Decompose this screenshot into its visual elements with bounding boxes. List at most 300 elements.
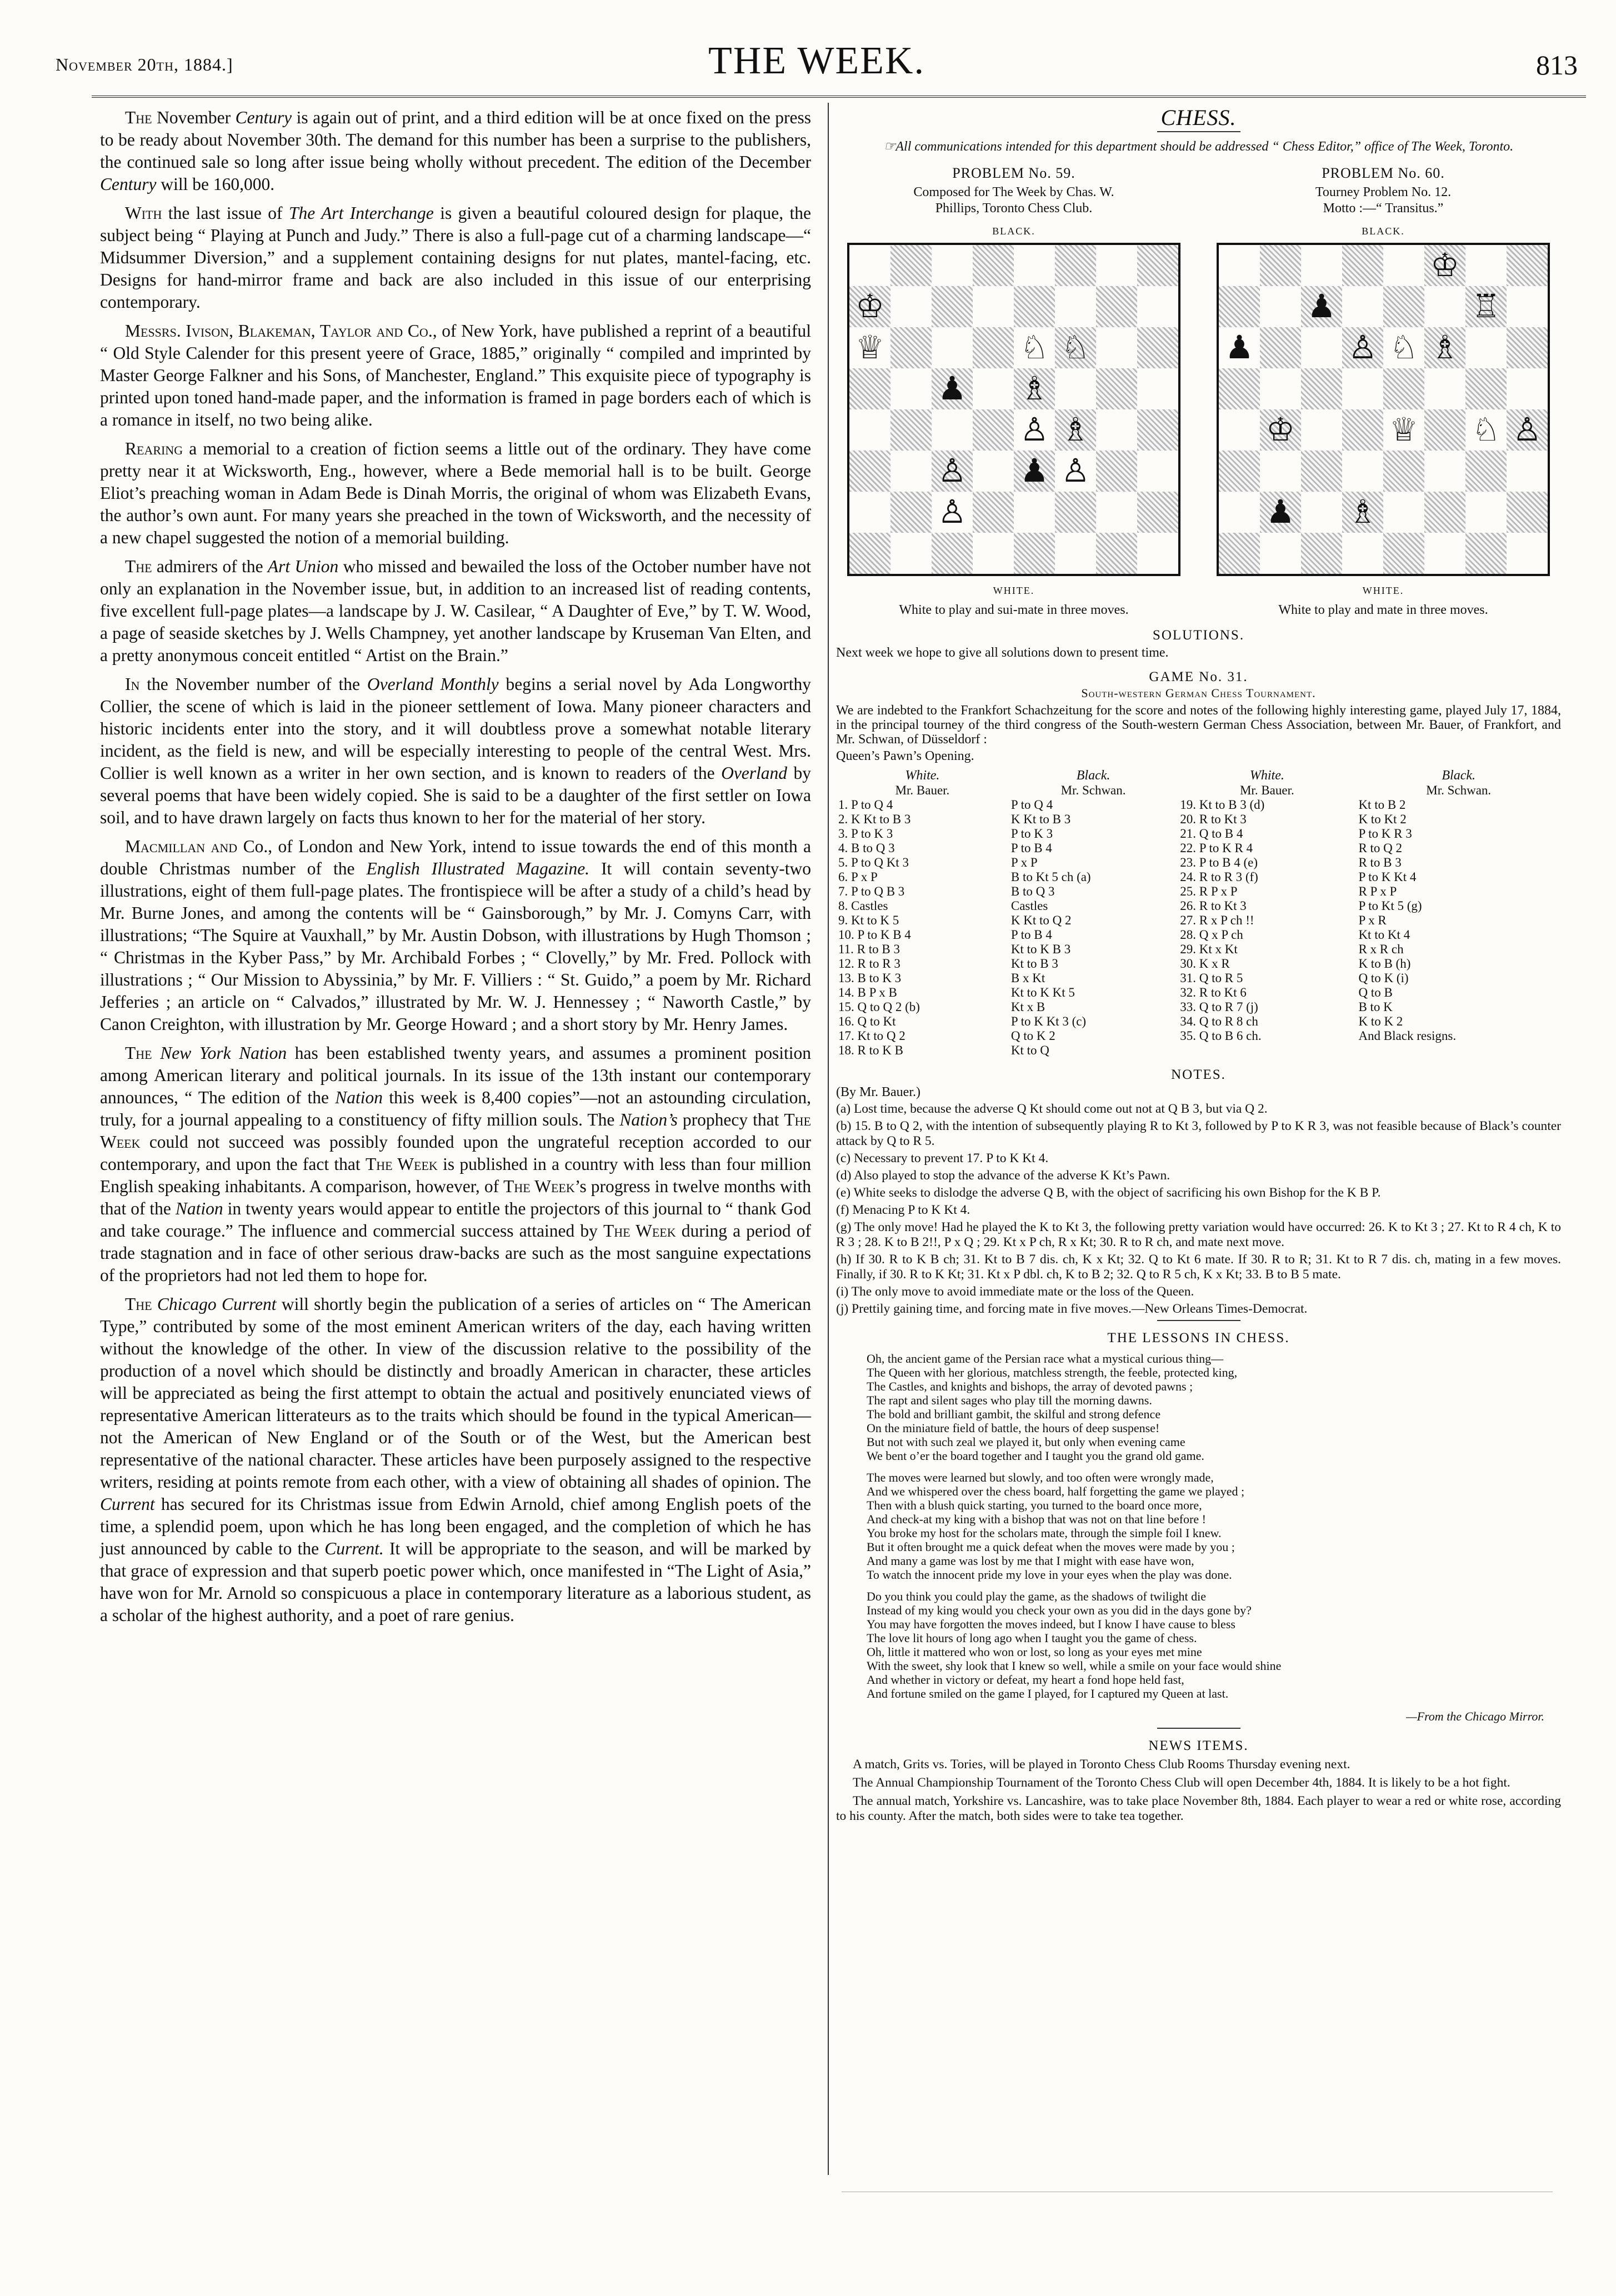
- board-square: [890, 245, 932, 286]
- move-cell: Kt to Kt 4: [1358, 928, 1410, 942]
- board-square: [1137, 409, 1178, 451]
- problem-59: [836, 165, 1192, 618]
- board-square: [1096, 533, 1137, 574]
- text-run: The Week: [503, 1177, 575, 1196]
- black-pawn-icon: ♟: [1266, 494, 1295, 530]
- page-number: 813: [1536, 49, 1578, 81]
- text-run: Nation: [335, 1088, 383, 1107]
- text-run: Nation’s: [619, 1110, 678, 1129]
- board-square: [1014, 286, 1055, 327]
- board-square: [1260, 451, 1301, 492]
- move-cell: B to Kt 5 ch (a): [1010, 870, 1091, 884]
- board-square: [1342, 492, 1383, 533]
- text-run: could not succeed was possibly founded upon the ungrateful reception accorded to our contemporary, and upon the fact that: [100, 1132, 811, 1174]
- poem-line: And check-at my king with a bishop that was not on that line before !: [867, 1512, 1206, 1526]
- white-pawn-icon: ♙: [1348, 329, 1377, 366]
- board-square: [1465, 368, 1507, 409]
- white-pawn-icon: ♙: [1513, 412, 1542, 448]
- board-square: [849, 327, 890, 368]
- white-pawn-icon: ♙: [938, 453, 967, 489]
- move-cell: 21. Q to B 4: [1180, 827, 1243, 841]
- paragraph: [100, 107, 811, 196]
- board-square: [1014, 492, 1055, 533]
- move-row: [836, 971, 1561, 986]
- board-square: [1014, 451, 1055, 492]
- text-run: Rearing: [125, 439, 183, 458]
- white-bishop-icon: ♗: [1020, 371, 1049, 407]
- note-item: (d) Also played to stop the advance of the adverse K Kt’s Pawn.: [836, 1168, 1170, 1183]
- board-square: [932, 286, 973, 327]
- board-square: [1260, 368, 1301, 409]
- board-square: [1096, 286, 1137, 327]
- solutions-title: SOLUTIONS.: [1152, 628, 1245, 643]
- move-cell: 19. Kt to B 3 (d): [1180, 798, 1265, 812]
- board-square: [1260, 409, 1301, 451]
- board-square: [890, 492, 932, 533]
- black-label: BLACK.: [1362, 226, 1405, 237]
- board-square: [1219, 533, 1260, 574]
- board-square: [1096, 409, 1137, 451]
- board-square: [1260, 492, 1301, 533]
- white-knight-icon: ♘: [1472, 412, 1500, 448]
- poem-line: With the sweet, shy look that I knew so well, while a smile on your face would shine: [867, 1659, 1282, 1673]
- move-cell: 18. R to K B: [838, 1043, 903, 1057]
- move-cell: K to B (h): [1358, 957, 1411, 971]
- note-item: (j) Prettily gaining time, and forcing mate in five moves.—New Orleans Times-Democrat.: [836, 1302, 1308, 1316]
- problem-credit: Tourney Problem No. 12.: [1315, 185, 1452, 199]
- text-run: The Art Interchange: [288, 203, 434, 223]
- move-cell: K Kt to Q 2: [1010, 913, 1072, 927]
- board-square: [1507, 409, 1548, 451]
- board-square: [1342, 409, 1383, 451]
- move-cell: 5. P to Q Kt 3: [838, 856, 909, 869]
- white-pawn-icon: ♙: [1061, 453, 1090, 489]
- board-square: [1137, 245, 1178, 286]
- page-header: [56, 39, 1578, 89]
- move-cell: Q to B: [1358, 986, 1393, 999]
- board-square: [1137, 451, 1178, 492]
- move-cell: 31. Q to R 5: [1180, 971, 1243, 985]
- move-row: [836, 827, 1561, 841]
- move-cell: 32. R to Kt 6: [1180, 986, 1247, 999]
- paragraph: [100, 673, 811, 829]
- move-row: [836, 913, 1561, 928]
- move-cell: B to Q 3: [1010, 884, 1055, 898]
- board-square: [890, 286, 932, 327]
- board-square: [1219, 451, 1260, 492]
- poem-stanza: [867, 1352, 1561, 1463]
- lessons-title: THE LESSONS IN CHESS.: [1107, 1330, 1290, 1345]
- text-run: Art Union: [267, 557, 339, 576]
- board-square: [1219, 409, 1260, 451]
- notes-author: (By Mr. Bauer.): [836, 1085, 920, 1099]
- move-cell: 17. Kt to Q 2: [838, 1029, 905, 1043]
- move-cell: 22. P to K R 4: [1180, 841, 1253, 855]
- text-run: Nation: [175, 1199, 223, 1218]
- problem-heading: PROBLEM No. 59.: [952, 165, 1075, 181]
- move-cell: P to K R 3: [1358, 827, 1412, 841]
- board-square: [1055, 533, 1096, 574]
- board-square: [1219, 286, 1260, 327]
- white-rook-icon: ♖: [1472, 288, 1500, 324]
- board-square: [973, 451, 1014, 492]
- board-square: [1465, 245, 1507, 286]
- black-pawn-icon: ♟: [1307, 288, 1336, 324]
- poem-line: But not with such zeal we played it, but only when evening came: [867, 1435, 1185, 1449]
- board-square: [849, 286, 890, 327]
- board-square: [1301, 245, 1342, 286]
- text-run: begins a serial novel by Ada Longworthy Collier, the scene of which is laid in the pioneer settlement of Iowa. Many pioneer characters and historic incidents enter into the story, and it will doubtless prove a somewhat notable literary incident, as the field is new, and will be especially interesting to people of the central West. Mrs. Collier is well known as a writer in her own section, and is known to readers of the: [100, 674, 811, 783]
- move-cell: K to Kt 2: [1358, 812, 1407, 826]
- paragraph: [100, 836, 811, 1036]
- board-square: [1424, 245, 1465, 286]
- board-square: [1096, 492, 1137, 533]
- board-square: [973, 327, 1014, 368]
- move-cell: P to Kt 5 (g): [1358, 899, 1422, 913]
- paragraph: [100, 556, 811, 667]
- board-square: [1424, 327, 1465, 368]
- board-square: [1096, 368, 1137, 409]
- poem: [867, 1352, 1561, 1700]
- white-king-icon: ♔: [1430, 247, 1459, 283]
- problem-motto: Motto :—“ Transitus.”: [1323, 201, 1444, 216]
- poem-line: The Queen with her glorious, matchless strength, the feeble, protected king,: [867, 1365, 1238, 1379]
- journal-title: THE WEEK.: [708, 39, 925, 82]
- move-cell: 20. R to Kt 3: [1180, 812, 1247, 826]
- white-pawn-icon: ♙: [938, 494, 967, 530]
- move-cell: P to K 3: [1010, 827, 1053, 841]
- move-cell: 13. B to K 3: [838, 971, 902, 985]
- board-square: [1465, 327, 1507, 368]
- move-cell: P to K Kt 3 (c): [1010, 1014, 1087, 1028]
- board-square: [973, 286, 1014, 327]
- board-square: [1055, 451, 1096, 492]
- black-label: BLACK.: [992, 226, 1035, 237]
- move-cell: P x R: [1358, 913, 1387, 927]
- board-square: [1507, 492, 1548, 533]
- board-square: [1465, 409, 1507, 451]
- board-square: [1342, 327, 1383, 368]
- white-bishop-icon: ♗: [1348, 494, 1377, 530]
- board-square: [1260, 327, 1301, 368]
- text-run: The: [125, 108, 152, 127]
- divider: [1157, 1728, 1240, 1729]
- move-cell: 4. B to Q 3: [838, 841, 895, 855]
- poem-line: And many a game was lost by me that I might with ease have won,: [867, 1554, 1194, 1568]
- black-pawn-icon: ♟: [1225, 329, 1254, 366]
- news-item: The Annual Championship Tournament of the Toronto Chess Club will open December 4th, 1884. It is likely to be a hot fight.: [853, 1775, 1510, 1790]
- move-row: [836, 812, 1561, 827]
- text-run: The: [125, 557, 152, 576]
- poem-line: The rapt and silent sages who play till the morning dawns.: [867, 1393, 1152, 1407]
- board-square: [1507, 533, 1548, 574]
- text-run: of New York, have published a reprint of a beautiful “ Old Style Calender for this present yeere of Grace, 1885,” originally “ compiled and imprinted by Master George Falkner and his Sons, of Manchester, England.” This exquisite piece of typography is printed upon toned hand-made paper, and the information is framed in page borders each of which is a romance in itself, no two being alike.: [100, 321, 811, 429]
- board-square: [890, 368, 932, 409]
- paragraph: [100, 1042, 811, 1287]
- white-knight-icon: ♘: [1389, 329, 1418, 366]
- divider: [1157, 131, 1240, 132]
- poem-line: You broke my host for the scholars mate, through the simple foil I knew.: [867, 1526, 1222, 1540]
- text-run: by several poems that have been widely copied. She is said to be a daughter of the first settler on Iowa soil, and to have drawn largely on facts thus known to her for the material of her story.: [100, 763, 811, 827]
- board-square: [1096, 245, 1137, 286]
- problem-caption: White to play and sui-mate in three moves.: [899, 603, 1129, 617]
- move-cell: Castles: [1010, 899, 1048, 913]
- board-square: [1055, 245, 1096, 286]
- move-row: [836, 841, 1561, 856]
- board-square: [1507, 286, 1548, 327]
- player-black: Mr. Schwan.: [1426, 783, 1492, 797]
- board-square: [1014, 409, 1055, 451]
- text-run: the last issue of: [162, 203, 289, 223]
- move-cell: 1. P to Q 4: [838, 798, 893, 812]
- board-square: [1055, 492, 1096, 533]
- board-square: [1342, 451, 1383, 492]
- white-king-icon: ♔: [1266, 412, 1295, 448]
- literary-notes-column: [100, 107, 811, 1633]
- board-square: [849, 409, 890, 451]
- move-cell: 12. R to R 3: [838, 957, 900, 971]
- board-square: [1014, 245, 1055, 286]
- issue-date: November 20th, 1884.]: [56, 54, 233, 74]
- board-square: [1219, 245, 1260, 286]
- board-square: [1424, 451, 1465, 492]
- move-cell: 9. Kt to K 5: [838, 913, 899, 927]
- text-run: November: [152, 108, 236, 127]
- move-row: [836, 856, 1561, 870]
- poem-line: Oh, the ancient game of the Persian race what a mystical curious thing—: [867, 1352, 1224, 1365]
- text-run: It will be appropriate to the season, and will be marked by that grace of expression and that superb poetic power which, once manifested in “The Light of Asia,” have won for Mr. Arnold so conspicuous a place in contemporary literature as a laborious student, as a scholar of the highest authority, and a poet of rare genius.: [100, 1539, 811, 1625]
- move-cell: P to Q 4: [1010, 798, 1053, 812]
- move-cell: 33. Q to R 7 (j): [1180, 1000, 1258, 1014]
- move-row: [836, 957, 1561, 971]
- board-square: [1260, 286, 1301, 327]
- news-item: A match, Grits vs. Tories, will be played in Toronto Chess Club Rooms Thursday evening next.: [853, 1757, 1350, 1772]
- move-cell: Kt x B: [1010, 1000, 1045, 1014]
- board-square: [1383, 286, 1424, 327]
- game-intro: We are indebted to the Frankfort Schachzeitung for the score and notes of the following highly interesting game, played July 17, 1884, in the principal tourney of the third congress of the South-western German Chess Association, between Mr. Bauer, of Frankfort, and Mr. Schwan, of Düsseldorf :: [836, 703, 1561, 747]
- board-square: [849, 245, 890, 286]
- column-divider: [828, 103, 829, 2175]
- board-square: [1342, 245, 1383, 286]
- poem-line: Oh, little it mattered who won or lost, so long as your eyes met mine: [867, 1645, 1202, 1659]
- move-cell: Q to K (i): [1358, 971, 1409, 985]
- white-bishop-icon: ♗: [1430, 329, 1459, 366]
- poem-stanza: [867, 1589, 1561, 1700]
- move-cell: Kt to B 2: [1358, 798, 1406, 812]
- text-run: In: [125, 674, 140, 694]
- move-cell: 24. R to R 3 (f): [1180, 870, 1258, 884]
- text-run: The Week: [603, 1221, 676, 1240]
- text-run: The: [125, 1294, 152, 1314]
- move-cell: 7. P to Q B 3: [838, 884, 905, 898]
- board-square: [1096, 327, 1137, 368]
- poem-stanza: [867, 1470, 1561, 1582]
- board-square: [1342, 286, 1383, 327]
- move-cell: Kt to Q: [1010, 1043, 1049, 1057]
- move-cell: 8. Castles: [838, 899, 888, 913]
- board-square: [1055, 286, 1096, 327]
- board-square: [1137, 286, 1178, 327]
- move-cell: 10. P to K B 4: [838, 928, 911, 942]
- board-square: [1055, 327, 1096, 368]
- opening-name: Queen’s Pawn’s Opening.: [836, 749, 974, 763]
- poem-line: Then with a blush quick starting, you turned to the board once more,: [867, 1498, 1202, 1512]
- board-square: [1301, 409, 1342, 451]
- move-cell: R to B 3: [1358, 856, 1402, 869]
- poem-line: We bent o’er the board together and I taught you the grand old game.: [867, 1449, 1204, 1463]
- board-square: [932, 533, 973, 574]
- move-cell: 26. R to Kt 3: [1180, 899, 1247, 913]
- text-run: Overland: [721, 763, 788, 783]
- paragraph: [100, 202, 811, 313]
- problems-row: [836, 165, 1561, 618]
- text-run: [152, 1043, 161, 1063]
- poem-line: You may have forgotten the moves indeed, but I know I have cause to bless: [867, 1617, 1235, 1631]
- board-square: [1219, 368, 1260, 409]
- board-square: [1301, 368, 1342, 409]
- move-cell: 14. B P x B: [838, 986, 897, 999]
- text-run: prophecy that: [677, 1110, 784, 1129]
- move-cell: And Black resigns.: [1358, 1029, 1457, 1043]
- text-run: The: [125, 1043, 152, 1063]
- notes-title: NOTES.: [1171, 1067, 1226, 1082]
- white-knight-icon: ♘: [1020, 329, 1049, 366]
- board-square: [1465, 286, 1507, 327]
- white-bishop-icon: ♗: [1061, 412, 1090, 448]
- board-square: [973, 533, 1014, 574]
- text-run: New York Nation: [160, 1043, 287, 1063]
- move-row: [836, 798, 1561, 812]
- board-square: [849, 533, 890, 574]
- col-black: Black.: [1076, 768, 1110, 783]
- poem-line: The love lit hours of long ago when I taught you the game of chess.: [867, 1631, 1197, 1645]
- board-square: [1014, 327, 1055, 368]
- move-cell: R P x P: [1358, 884, 1397, 898]
- chess-notice: ☞All communications intended for this department should be addressed “ Chess Editor,” office of The Week, Toronto.: [883, 139, 1514, 154]
- note-item: (i) The only move to avoid immediate mate or the loss of the Queen.: [836, 1284, 1194, 1299]
- board-square: [1219, 327, 1260, 368]
- moves-body: [836, 798, 1561, 1058]
- board-square: [1424, 409, 1465, 451]
- board-square: [890, 409, 932, 451]
- board-square: [1383, 245, 1424, 286]
- white-knight-icon: ♘: [1061, 329, 1090, 366]
- text-run: [152, 1294, 157, 1314]
- board-square: [973, 245, 1014, 286]
- board-square: [1096, 451, 1137, 492]
- board-square: [1507, 368, 1548, 409]
- text-run: the November number of the: [139, 674, 367, 694]
- board-square: [1137, 533, 1178, 574]
- text-run: It will contain seventy-two illustrations, eight of them full-page plates. The frontispiece will be after a study of a child’s head by Mr. Burne Jones, and among the contents will be “ Gainsborough,” by Mr. J. Comyns Carr, with illustrations; “The Squire at Vauxhall,” by Mr. Austin Dobson, with illustrations by Hugh Thomson ; “ Christmas in the Kyber Pass,” by Mr. Archibald Forbes ; “ Clovelly,” by Mr. Fred. Pollock with illustrations ; “ Our Mission to Abyssinia,” by Mr. F. Villiers : “ St. Guido,” a poem by Mr. Richard Jefferies ; an article on “ Calvados,” illustrated by Mr. W. J. Hennessey ; “ Naworth Castle,” by Canon Creighton, with illustration by Mr. George Howard ; and a short story by Mr. Henry James.: [100, 859, 811, 1034]
- notes-list: [836, 1102, 1561, 1317]
- board-square: [1055, 368, 1096, 409]
- move-cell: 23. P to B 4 (e): [1180, 856, 1258, 869]
- board-square: [973, 409, 1014, 451]
- board-square: [890, 451, 932, 492]
- board-square: [1383, 327, 1424, 368]
- move-cell: Kt to K Kt 5: [1010, 986, 1075, 999]
- note-item: (b) 15. B to Q 2, with the intention of subsequently playing R to Kt 3, followed by P to K R 3, was not feasible because of Black’s counter attack by Q to R 5.: [836, 1119, 1561, 1148]
- move-cell: 25. R P x P: [1180, 884, 1238, 898]
- black-pawn-icon: ♟: [1020, 453, 1049, 489]
- board-square: [1383, 368, 1424, 409]
- move-row: [836, 1000, 1561, 1014]
- move-cell: 29. Kt x Kt: [1180, 942, 1238, 956]
- move-cell: [1178, 1043, 1356, 1058]
- text-run: English Illustrated Magazine.: [366, 859, 590, 878]
- white-label: WHITE.: [993, 585, 1035, 596]
- note-item: (a) Lost time, because the adverse Q Kt should come out not at Q B 3, but via Q 2.: [836, 1102, 1268, 1116]
- text-run: The Week: [365, 1154, 438, 1174]
- text-run: The Week: [100, 1110, 811, 1152]
- move-cell: Kt to B 3: [1010, 957, 1058, 971]
- board-square: [890, 327, 932, 368]
- board-square: [1383, 451, 1424, 492]
- board-square: [1424, 492, 1465, 533]
- board-square: [849, 368, 890, 409]
- col-white: White.: [905, 768, 940, 783]
- text-run: who missed and bewailed the loss of the October number have not only an explanation in the November issue, but, in addition to an increased list of reading contents, five excellent full-page plates—a landscape by J. W. Casilear, “ A Daughter of Eve,” by T. W. Wood, a page of seaside sketches by J. Wells Champney, yet another landscape by Kruseman Van Elten, and a pretty anonymous conceit entitled “ Artist on the Brain.”: [100, 557, 811, 665]
- board-square: [973, 492, 1014, 533]
- board-square: [932, 327, 973, 368]
- board-square: [1137, 368, 1178, 409]
- move-cell: K Kt to B 3: [1010, 812, 1071, 826]
- paragraph: [100, 1293, 811, 1627]
- col-black: Black.: [1442, 768, 1476, 783]
- text-run: Overland Monthly: [367, 674, 499, 694]
- move-cell: P to K Kt 4: [1358, 870, 1417, 884]
- move-cell: P x P: [1010, 856, 1038, 869]
- board-square: [1014, 533, 1055, 574]
- move-cell: 15. Q to Q 2 (b): [838, 1000, 920, 1014]
- chess-board: [847, 243, 1180, 576]
- text-run: is published in a country with less than four million English speaking inhabitants. A comparison, however, of: [100, 1154, 811, 1196]
- board-square: [1301, 327, 1342, 368]
- note-item: (f) Menacing P to K Kt 4.: [836, 1203, 970, 1217]
- move-cell: P to B 4: [1010, 928, 1052, 942]
- board-square: [1301, 533, 1342, 574]
- text-run: has been established twenty years, and assumes a prominent position among American literary and political journals. In its issue of the 13th instant our contemporary announces, “ The edition of the: [100, 1043, 812, 1107]
- game-score-table: [836, 768, 1561, 1058]
- board-square: [932, 245, 973, 286]
- move-cell: 27. R x P ch !!: [1180, 913, 1254, 927]
- board-square: [1260, 533, 1301, 574]
- move-row: [836, 1014, 1561, 1029]
- board-square: [1137, 492, 1178, 533]
- text-run: With: [125, 203, 162, 223]
- game-subtitle: South-western German Chess Tournament.: [1081, 686, 1316, 700]
- board-square: [1260, 245, 1301, 286]
- move-cell: Q to K 2: [1010, 1029, 1055, 1043]
- white-label: WHITE.: [1362, 585, 1404, 596]
- divider: [1157, 1320, 1240, 1321]
- text-run: Current: [100, 1494, 155, 1514]
- poem-line: The Castles, and knights and bishops, the array of devoted pawns ;: [867, 1379, 1193, 1393]
- board-square: [1507, 327, 1548, 368]
- board-square: [1383, 533, 1424, 574]
- paragraph: [100, 438, 811, 549]
- news-title: NEWS ITEMS.: [1148, 1738, 1249, 1753]
- move-row: [836, 1043, 1561, 1058]
- problem-heading: PROBLEM No. 60.: [1322, 165, 1445, 181]
- player-white: Mr. Bauer.: [1239, 783, 1294, 797]
- player-black: Mr. Schwan.: [1060, 783, 1126, 797]
- move-row: [836, 928, 1561, 942]
- poem-line: The bold and brilliant gambit, the skilful and strong defence: [867, 1407, 1161, 1421]
- text-run: has secured for its Christmas issue from Edwin Arnold, chief among English poets of the time, a splendid poem, upon which he has long been engaged, and the completion of which he has just announced by cable to the: [100, 1494, 811, 1558]
- note-item: (h) If 30. R to K B ch; 31. Kt to B 7 dis. ch, K x Kt; 32. Q to Kt 6 mate. If 30. R to R; 31. Kt to R 7 dis. ch, mating in a few moves. Finally, if 30. R to K Kt; 31. Kt x P dbl. ch, K to B 2; 32. Q to R 5 ch, K x Kt; 33. B to B 5 mate.: [836, 1252, 1561, 1282]
